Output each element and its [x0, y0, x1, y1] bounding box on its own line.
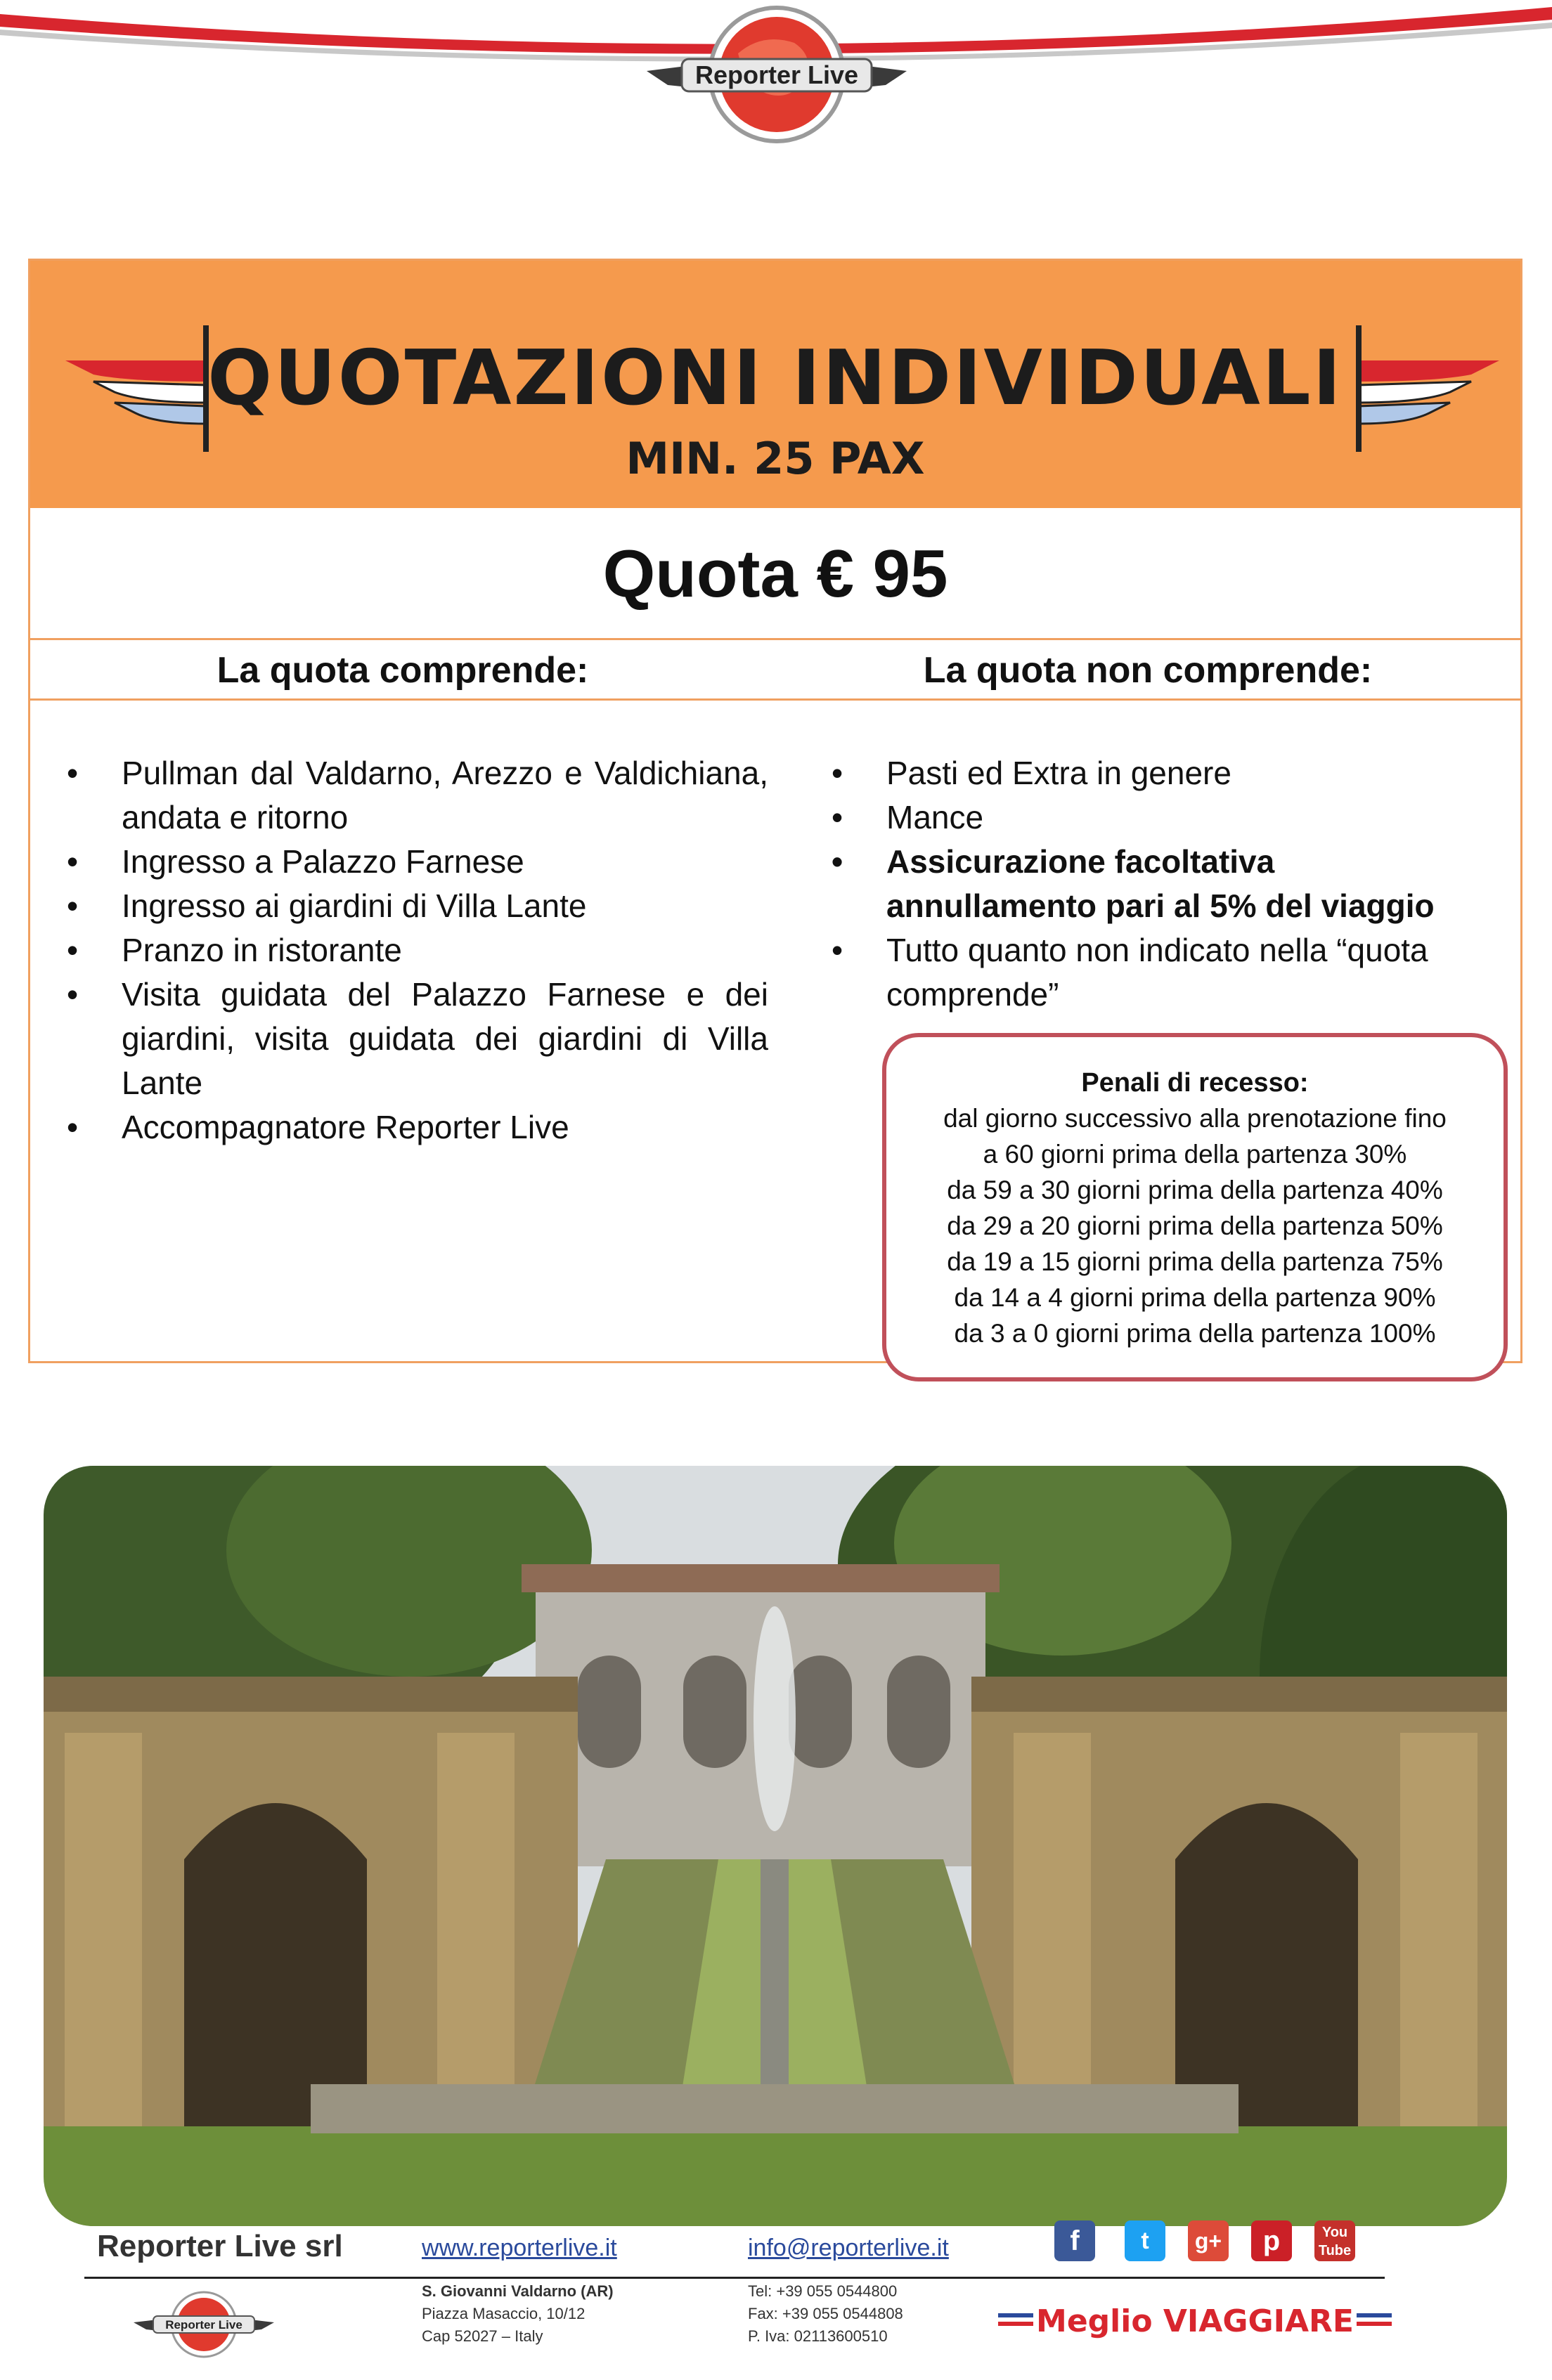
list-item-insurance: • Assicurazione facoltativa annullamento pari al 5% del viaggio: [816, 840, 1491, 928]
pinterest-icon[interactable]: p: [1251, 2220, 1292, 2261]
list-item: • Accompagnatore Reporter Live: [51, 1105, 768, 1150]
list-item: • Tutto quanto non indicato nella “quota comprende”: [816, 928, 1491, 1017]
contact-tel: Tel: +39 055 0544800: [748, 2282, 898, 2300]
address-cap: Cap 52027 – Italy: [422, 2327, 543, 2345]
banner-subtitle: MIN. 25 PAX: [626, 433, 925, 484]
penalty-line: dal giorno successivo alla prenotazione fino: [943, 1104, 1447, 1133]
penalty-line: da 14 a 4 giorni prima della partenza 90%: [954, 1283, 1436, 1312]
includes-list: [51, 751, 768, 1150]
list-item: • Pasti ed Extra in genere: [816, 751, 1491, 795]
facebook-icon[interactable]: f: [1054, 2220, 1095, 2261]
youtube-icon[interactable]: You Tube: [1314, 2220, 1355, 2261]
address-city: S. Giovanni Valdarno (AR): [422, 2282, 614, 2300]
penalty-line: da 29 a 20 giorni prima della partenza 50%: [947, 1211, 1443, 1240]
google-plus-icon[interactable]: g+: [1188, 2220, 1229, 2261]
list-item: • Ingresso ai giardini di Villa Lante: [51, 884, 768, 928]
columns-header: [30, 640, 1520, 701]
wing-right-icon: [1345, 325, 1499, 452]
footer-website-link[interactable]: www.reporterlive.it: [422, 2235, 617, 2261]
penalties-title: Penali di recesso:: [1081, 1068, 1309, 1098]
list-item: • Ingresso a Palazzo Farnese: [51, 840, 768, 884]
address-street: Piazza Masaccio, 10/12: [422, 2305, 586, 2322]
excludes-list: [816, 751, 1491, 1017]
banner: [30, 261, 1520, 508]
list-item: • Visita guidata del Palazzo Farnese e dei giardini, visita guidata dei giardini di Villa Lante: [51, 973, 768, 1105]
footer-contacts: [748, 2280, 903, 2348]
reporter-live-logo: [640, 4, 914, 152]
price-row: [30, 508, 1520, 640]
footer-divider: [84, 2277, 1385, 2279]
contact-fax: Fax: +39 055 0544808: [748, 2305, 903, 2322]
villa-garden-photo: [44, 1466, 1507, 2226]
penalty-line: da 59 a 30 giorni prima della partenza 40%: [947, 1176, 1443, 1204]
includes-heading: La quota comprende:: [216, 650, 589, 691]
list-item: • Pranzo in ristorante: [51, 928, 768, 973]
penalty-line: a 60 giorni prima della partenza 30%: [983, 1140, 1407, 1169]
footer-logo: [134, 2284, 274, 2361]
list-item: • Mance: [816, 795, 1491, 840]
banner-title: QUOTAZIONI INDIVIDUALI: [207, 334, 1343, 422]
penalty-line: da 3 a 0 giorni prima della partenza 100%: [954, 1319, 1436, 1348]
twitter-icon[interactable]: t: [1125, 2220, 1165, 2261]
footer-company: Reporter Live srl: [97, 2229, 343, 2263]
penalty-line: da 19 a 15 giorni prima della partenza 75%: [947, 1247, 1443, 1276]
meglio-viaggiare-logo: [998, 2292, 1392, 2348]
contact-piva: P. Iva: 02113600510: [748, 2327, 888, 2345]
excludes-heading: La quota non comprende:: [923, 650, 1373, 691]
price-label: Quota € 95: [602, 536, 948, 611]
list-item: • Pullman dal Valdarno, Arezzo e Valdichiana, andata e ritorno: [51, 751, 768, 840]
penalties-box: [882, 1033, 1508, 1381]
footer-email-link[interactable]: info@reporterlive.it: [748, 2235, 949, 2261]
logo-text: Reporter Live: [694, 60, 859, 89]
meglio-logo-text: Meglio VIAGGIARE: [1036, 2303, 1354, 2339]
footer-logo-text: Reporter Live: [165, 2318, 242, 2332]
footer-address: [422, 2280, 614, 2348]
